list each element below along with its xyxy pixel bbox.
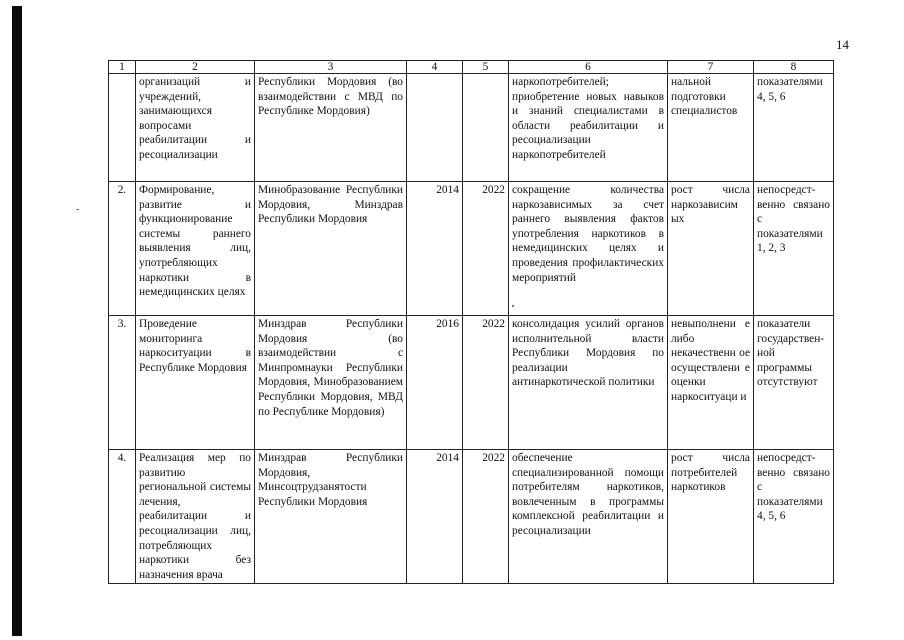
end-year-cell: 2022: [463, 450, 509, 584]
program-activities-table: [108, 60, 834, 584]
scan-edge-bar: [12, 6, 22, 636]
risk-cell: невыполнени е либо некачественн ое осуществлени е оценки наркоситуаци и: [668, 316, 754, 450]
indicator-link-cell: показателями 4, 5, 6: [754, 74, 834, 182]
row-number: 3.: [109, 316, 136, 450]
risk-cell: рост числа потребителей наркотиков: [668, 450, 754, 584]
start-year-cell: 2014: [407, 182, 463, 316]
end-year-cell: 2022: [463, 182, 509, 316]
column-number: 8: [754, 61, 834, 74]
executor-cell: Минздрав Республики Мордовия (во взаимодействии с Минпромнауки Республики Мордовия, Минобразованием Республики Мордовия, МВД по Республике Мордовия): [255, 316, 407, 450]
row-number: [109, 74, 136, 182]
end-year-cell: [463, 74, 509, 182]
column-number: 3: [255, 61, 407, 74]
column-number: 7: [668, 61, 754, 74]
column-number: 4: [407, 61, 463, 74]
start-year-cell: [407, 74, 463, 182]
activity-cell: Реализация мер по развитию региональной системы лечения, реабилитации и ресоциализации лиц, потребляющих наркотики без назначения врача: [136, 450, 255, 584]
table-row: [109, 182, 834, 316]
end-year-cell: 2022: [463, 316, 509, 450]
activity-cell: Проведение мониторинга наркоситуации в Республике Мордовия: [136, 316, 255, 450]
row-number: 4.: [109, 450, 136, 584]
result-cell: наркопотребителей; приобретение новых навыков и знаний специалистами в области реабилитации и ресоциализации наркопотребителей: [509, 74, 668, 182]
activity-cell: Формирование, развитие и функционирование системы раннего выявления лиц, употребляющих наркотики в немедицинских целях: [136, 182, 255, 316]
executor-cell: Минздрав Республики Мордовия, Минсоцтрудзанятости Республики Мордовия: [255, 450, 407, 584]
risk-cell: рост числа наркозависим ых: [668, 182, 754, 316]
scan-speck: [76, 209, 79, 210]
activity-cell: организаций и учреждений, занимающихся вопросами реабилитации и ресоциализации: [136, 74, 255, 182]
page-number: 14: [836, 37, 849, 52]
indicator-link-cell: непосредст-венно связано с показателями 1, 2, 3: [754, 182, 834, 316]
table-row: [109, 74, 834, 182]
column-number-row: [109, 61, 834, 74]
executor-cell: Республики Мордовия (во взаимодействии с МВД по Республике Мордовия): [255, 74, 407, 182]
indicator-link-cell: показатели государствен-ной программы отсутствуют: [754, 316, 834, 450]
indicator-link-cell: непосредст-венно связано с показателями 4, 5, 6: [754, 450, 834, 584]
column-number: 5: [463, 61, 509, 74]
executor-cell: Минобразование Республики Мордовия, Минздрав Республики Мордовия: [255, 182, 407, 316]
result-cell: консолидация усилий органов исполнительной власти Республики Мордовия по реализации антинаркотической политики: [509, 316, 668, 450]
row-number: 2.: [109, 182, 136, 316]
result-cell: сокращение количества наркозависимых за счет раннего выявления фактов употребления наркотиков в немедицинских целях и проведения профилактических мероприятий: [509, 182, 668, 316]
column-number: 6: [509, 61, 668, 74]
result-cell: обеспечение специализированной помощи потребителям наркотиков, вовлеченным в программы комплексной реабилитации и ресоциализации: [509, 450, 668, 584]
column-number: 2: [136, 61, 255, 74]
start-year-cell: 2016: [407, 316, 463, 450]
risk-cell: нальной подготовки специалистов: [668, 74, 754, 182]
column-number: 1: [109, 61, 136, 74]
table-row: [109, 450, 834, 584]
start-year-cell: 2014: [407, 450, 463, 584]
table-row: [109, 316, 834, 450]
